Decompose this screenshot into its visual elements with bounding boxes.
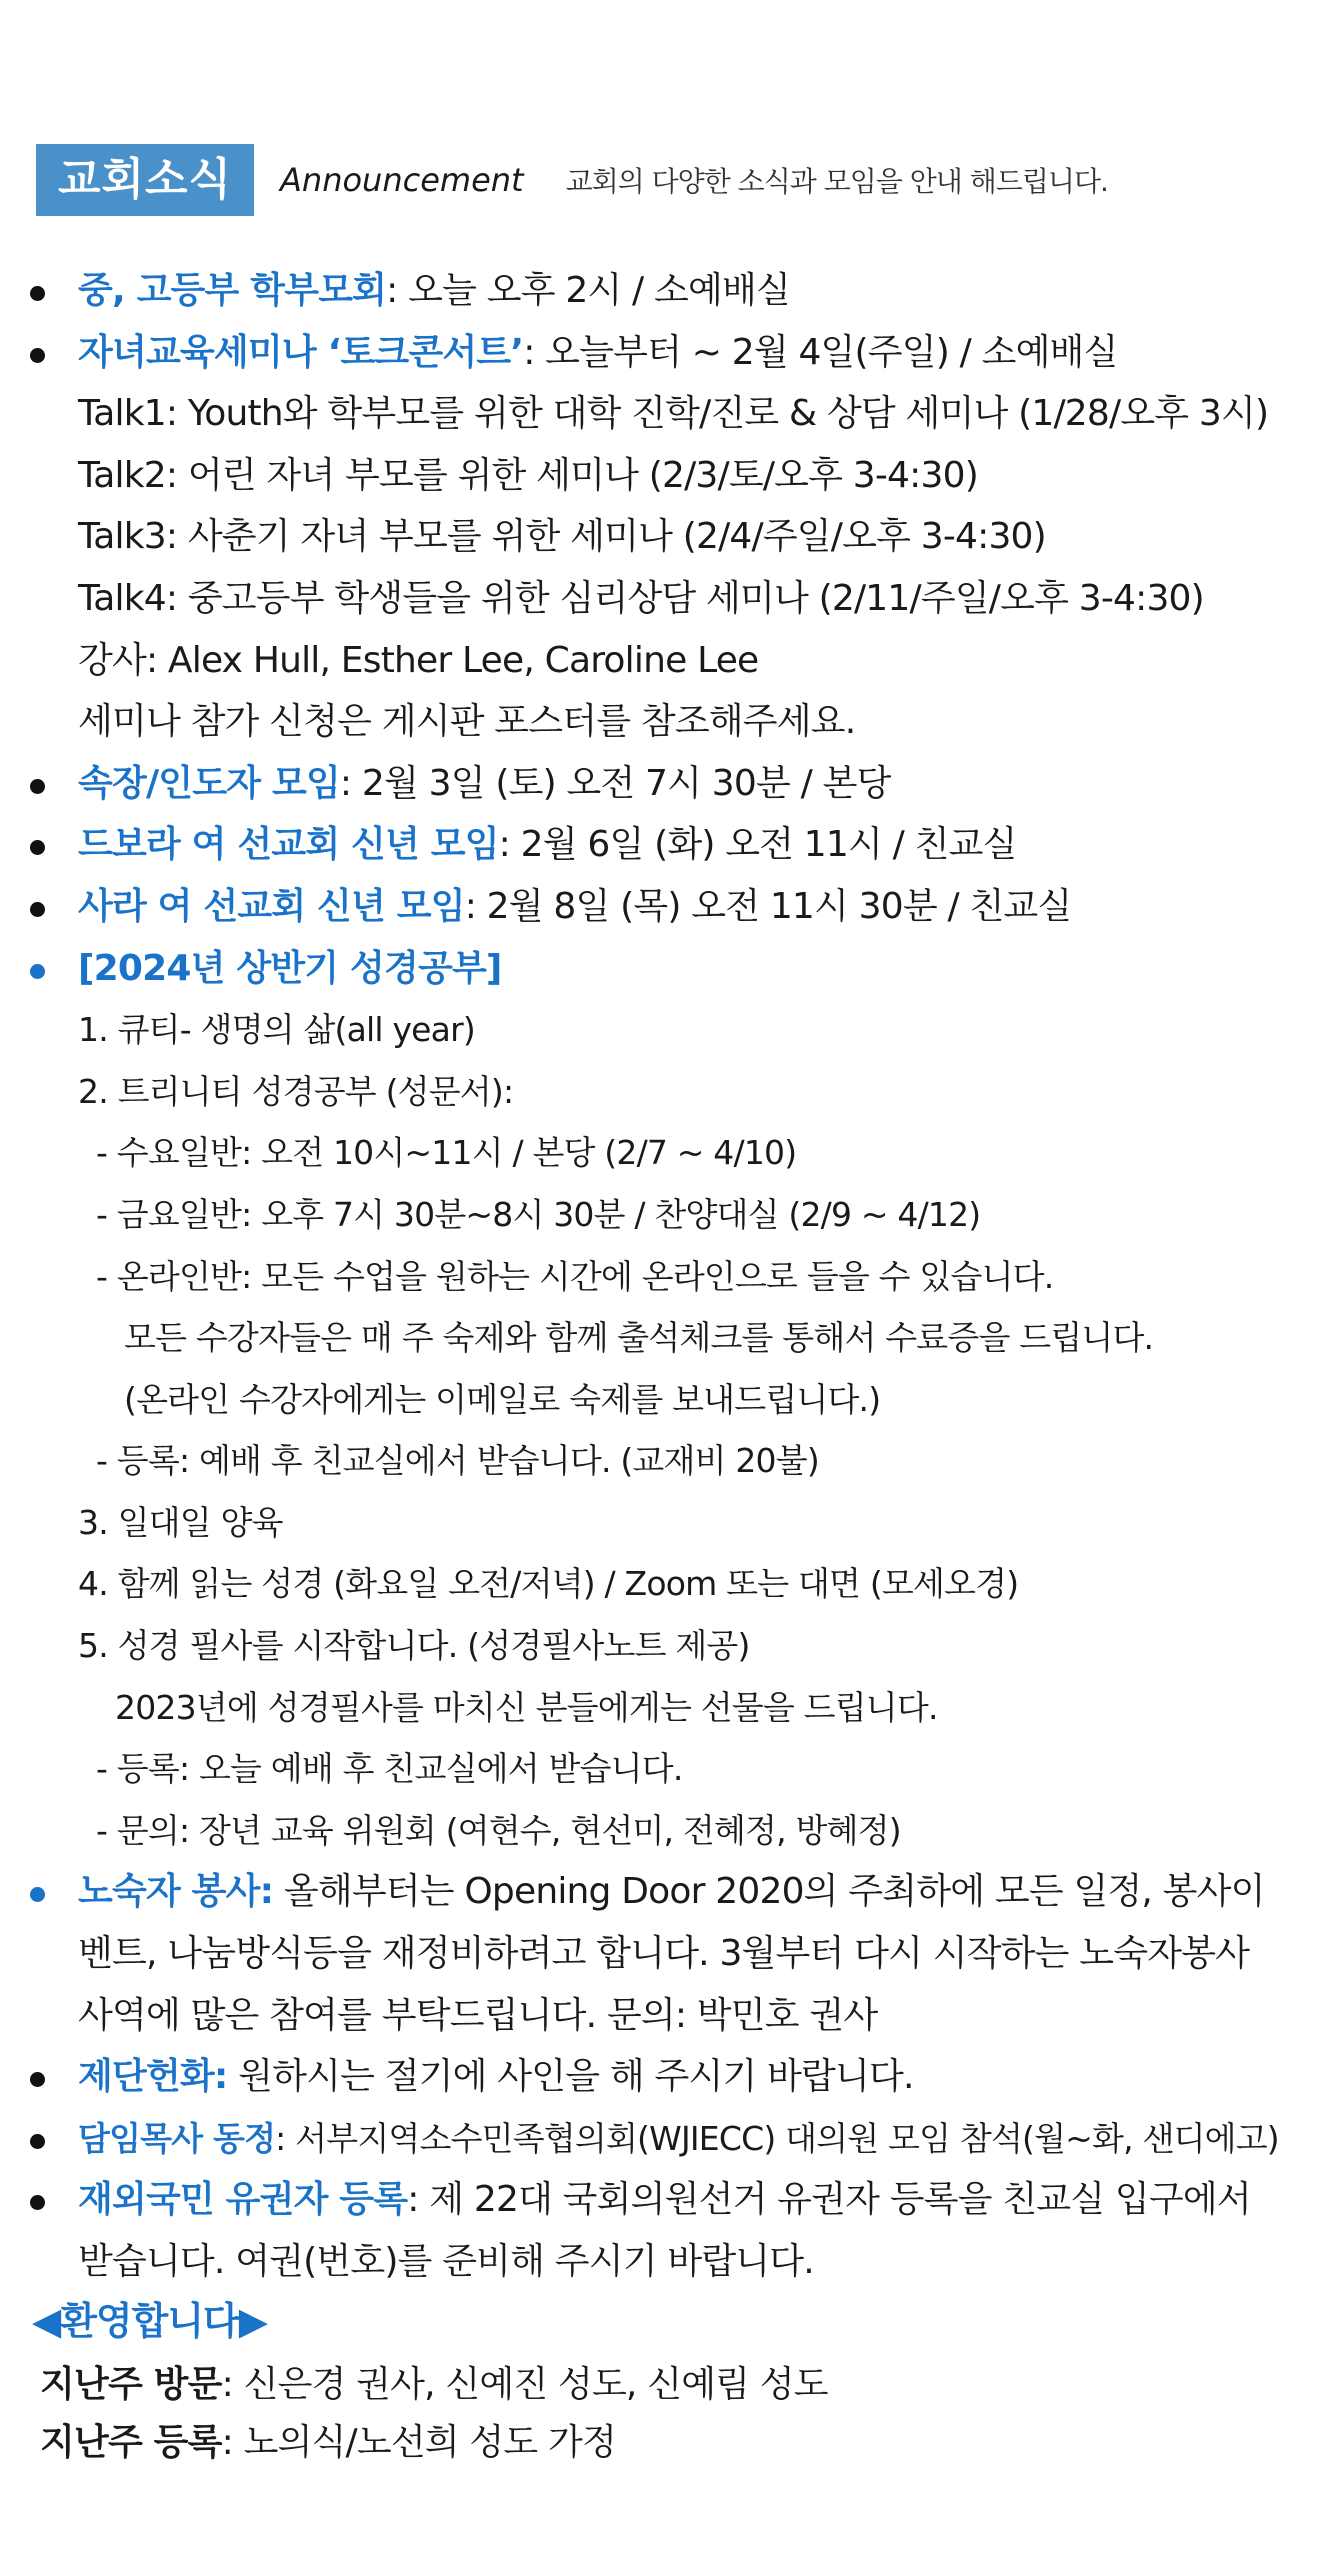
bible-line-4: - 금요일반: 오후 7시 30분~8시 30분 / 찬양대실 (2/9 ~ 4/12) — [96, 1194, 981, 1234]
item-text: : 제 22대 국회의원선거 유권자 등록을 친교실 입구에서 — [407, 2179, 1251, 2221]
item-label: 담임목사 동정 — [78, 2118, 276, 2158]
item-label: 노숙자 봉사: — [78, 1871, 274, 1913]
list-item-seminar — [0, 322, 1338, 384]
bullet-icon — [30, 2072, 45, 2087]
seminar-talk2: Talk2: 어린 자녀 부모를 위한 세미나 (2/3/토/오후 3-4:30) — [78, 454, 978, 496]
list-item-altar — [0, 2046, 1338, 2108]
item-label: 중, 고등부 학부모회 — [78, 270, 387, 311]
announcement-list — [0, 260, 1338, 2293]
last-week-registrations — [40, 2414, 616, 2465]
bible-line-9: 3. 일대일 양육 — [78, 1502, 283, 1542]
bible-line-12: 2023년에 성경필사를 마치신 분들에게는 선물을 드립니다. — [115, 1687, 938, 1727]
seminar-speakers: 강사: Alex Hull, Esther Lee, Caroline Lee — [78, 639, 759, 681]
seminar-talk4: Talk4: 중고등부 학생들을 위한 심리상담 세미나 (2/11/주일/오후 3-4:30) — [78, 577, 1204, 619]
bible-line-5: - 온라인반: 모든 수업을 원하는 시간에 온라인으로 들을 수 있습니다. — [96, 1256, 1054, 1296]
list-item-sarah — [0, 876, 1338, 938]
bible-line-7: (온라인 수강자에게는 이메일로 숙제를 보내드립니다.) — [124, 1379, 881, 1419]
item-label: 제단헌화: — [78, 2056, 228, 2098]
bible-line-3: - 수요일반: 오전 10시~11시 / 본당 (2/7 ~ 4/10) — [96, 1133, 797, 1173]
bullet-icon — [30, 840, 45, 855]
list-item-bible-study — [0, 938, 1338, 1000]
visit-names: : 신은경 권사, 신예진 성도, 신예림 성도 — [221, 2364, 828, 2405]
bullet-icon — [30, 779, 45, 794]
list-item-pastor — [0, 2108, 1338, 2170]
section-header — [36, 144, 1108, 216]
seminar-signup: 세미나 참가 신청은 게시판 포스터를 참조해주세요. — [78, 701, 856, 743]
list-item-leaders — [0, 753, 1338, 815]
item-label: 속장/인도자 모임 — [78, 762, 340, 804]
bullet-icon — [30, 348, 45, 363]
list-item-homeless — [0, 1861, 1338, 1923]
item-text: 원하시는 절기에 사인을 해 주시기 바랍니다. — [227, 2056, 914, 2098]
seminar-talk3: Talk3: 사춘기 자녀 부모를 위한 세미나 (2/4/주일/오후 3-4:30) — [78, 516, 1046, 558]
bullet-icon — [30, 286, 45, 301]
list-item-deborah — [0, 814, 1338, 876]
list-item-voter — [0, 2169, 1338, 2231]
item-text: : 서부지역소수민족협의회(WJIECC) 대의원 모임 참석(월~화, 샌디에고) — [275, 2118, 1279, 2158]
section-title-en: Announcement — [280, 161, 524, 199]
item-text: : 오늘부터 ~ 2월 4일(주일) / 소예배실 — [523, 331, 1118, 373]
homeless-line-3: 사역에 많은 참여를 부탁드립니다. 문의: 박민호 권사 — [78, 1994, 878, 2036]
item-label: 재외국민 유권자 등록 — [78, 2179, 408, 2221]
register-label: 지난주 등록 — [40, 2422, 222, 2463]
voter-line-2: 받습니다. 여권(번호)를 준비해 주시기 바랍니다. — [78, 2241, 814, 2282]
item-text: : 오늘 오후 2시 / 소예배실 — [386, 270, 790, 311]
bible-line-14: - 문의: 장년 교육 위원회 (여현수, 현선미, 전혜정, 방혜정) — [96, 1810, 901, 1850]
bible-line-13: - 등록: 오늘 예배 후 친교실에서 받습니다. — [96, 1749, 683, 1789]
last-week-visitors — [40, 2356, 828, 2407]
bible-line-1: 1. 큐티- 생명의 삶(all year) — [78, 1010, 475, 1050]
item-label: 사라 여 선교회 신년 모임 — [78, 885, 465, 927]
item-text: : 2월 6일 (화) 오전 11시 / 친교실 — [498, 824, 1017, 866]
item-text: 올해부터는 Opening Door 2020의 주최하에 모든 일정, 봉사이 — [273, 1871, 1265, 1913]
bible-line-8: - 등록: 예배 후 친교실에서 받습니다. (교재비 20불) — [96, 1441, 819, 1481]
item-text: : 2월 3일 (토) 오전 7시 30분 / 본당 — [339, 762, 891, 804]
bullet-icon — [30, 2134, 45, 2149]
section-badge: 교회소식 — [36, 144, 254, 216]
bullet-icon — [30, 2195, 45, 2210]
homeless-line-2: 벤트, 나눔방식등을 재정비하려고 합니다. 3월부터 다시 시작하는 노숙자봉사 — [78, 1933, 1250, 1975]
bullet-icon — [30, 902, 45, 917]
list-item-parents — [0, 260, 1338, 322]
bible-line-11: 5. 성경 필사를 시작합니다. (성경필사노트 제공) — [78, 1626, 750, 1666]
welcome-title: ◀환영합니다▶ — [32, 2299, 267, 2343]
bible-line-10: 4. 함께 읽는 성경 (화요일 오전/저녁) / Zoom 또는 대면 (모세오경) — [78, 1564, 1019, 1604]
bullet-icon — [30, 1887, 45, 1902]
visit-label: 지난주 방문 — [40, 2364, 222, 2405]
bible-line-2: 2. 트리니티 성경공부 (성문서): — [78, 1071, 514, 1111]
section-description: 교회의 다양한 소식과 모임을 안내 해드립니다. — [565, 165, 1108, 198]
item-label: 자녀교육세미나 ‘토크콘서트’ — [78, 331, 524, 373]
item-text: : 2월 8일 (목) 오전 11시 30분 / 친교실 — [464, 885, 1072, 927]
item-label: 드보라 여 선교회 신년 모임 — [78, 824, 499, 866]
bible-line-6: 모든 수강자들은 매 주 숙제와 함께 출석체크를 통해서 수료증을 드립니다. — [124, 1318, 1154, 1358]
seminar-talk1: Talk1: Youth와 학부모를 위한 대학 진학/진로 & 상담 세미나 (1/28/오후 3시) — [78, 393, 1269, 435]
item-label: [2024년 상반기 성경공부] — [78, 947, 502, 989]
register-names: : 노의식/노선희 성도 가정 — [221, 2422, 616, 2463]
bullet-icon — [30, 964, 45, 979]
